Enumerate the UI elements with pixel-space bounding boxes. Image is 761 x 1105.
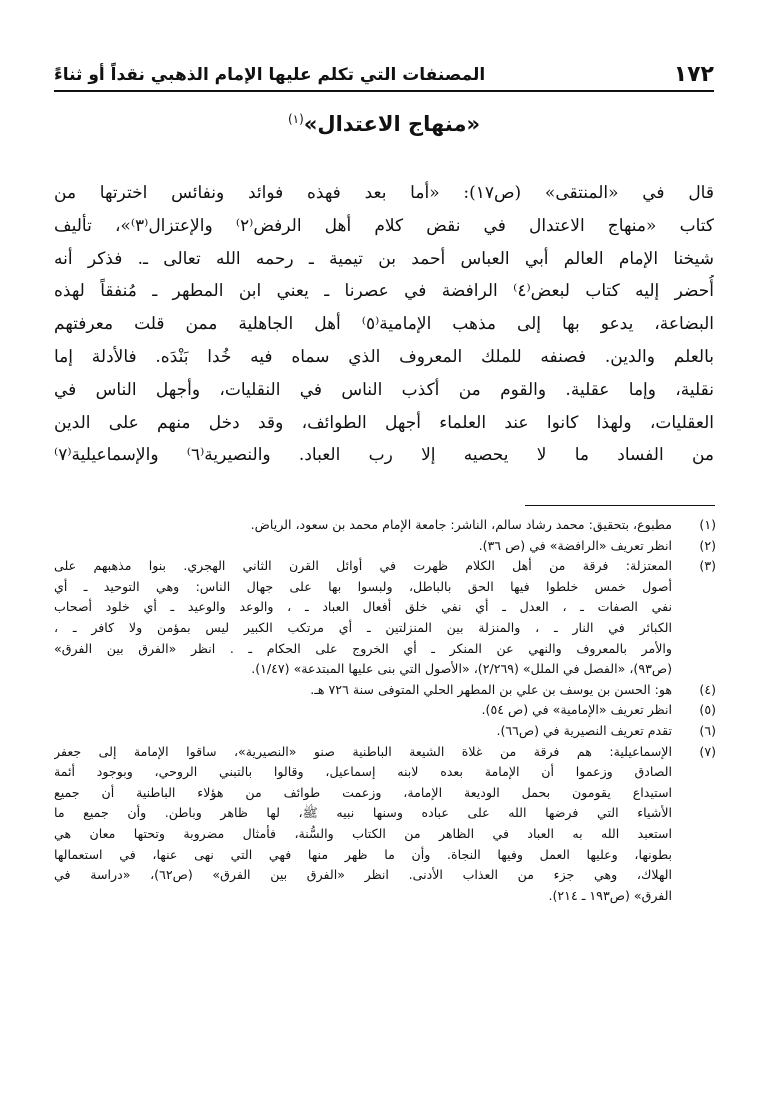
footnote-text (54, 742, 672, 907)
footnote-text (54, 721, 672, 742)
footnote-line: استعبد الله به العباد في الظاهر من الكتاب والسُّنة، فأمثال مضروبة وتحتها معان هي (54, 825, 672, 841)
footnote-line: بطونها، وعليها العمل وفيها النجاة. وأن ما ظهر منها فهي التي نهى عنها، في استعمالها (54, 846, 672, 862)
footnote-line: تقدم تعريف النصيرية في (ص٦٦). (496, 722, 672, 738)
footnote-text (54, 515, 672, 536)
footnote-text (54, 556, 672, 680)
footnote-line: الفرق» (ص١٩٣ ـ ٢١٤). (548, 887, 672, 903)
footnote-line: الصادق وزعموا أن الإمامة بعده لابنه إسماعيل، وقالوا بالتبني الروحي، وبوجود أئمة (54, 764, 672, 780)
body-line: بالعلم والدين. فصنفه للملك المعروف الذي سماه فيه خُدا بَنْدَه. فالأدلة إما (54, 346, 714, 367)
footnote-text (54, 536, 672, 557)
body-line: كتاب «منهاج الاعتدال في نقض كلام أهل الرفض⁽٢⁾ والإعتزال⁽٣⁾»، تأليف (54, 215, 714, 236)
body-line: البضاعة، يدعو بها إلى مذهب الإمامية⁽٥⁾ أهل الجاهلية ممن قلت معرفتهم (54, 314, 714, 335)
body-line: نقلية، وإما عقلية. والقوم من أكذب الناس في النقليات، وأجهل الناس في (54, 379, 714, 400)
footnote-line: الأشياء التي فرضها الله على عباده وسنها نبيه ﷺ، لها ظاهر وباطن. وأن جميع ما (54, 805, 672, 821)
section-title-text: «منهاج الاعتدال» (303, 112, 481, 136)
footnote-text (54, 700, 672, 721)
footnote-number: (٢) (699, 537, 716, 553)
footnote-line: (ص٩٣)، «الفصل في الملل» (٢/٢٦٩)، «الأصول التي بنى عليها المبتدعة» (١/٤٧). (251, 661, 672, 677)
section-title-footnote-ref: (١) (287, 112, 304, 126)
footnote-line: استيداع يقومون بحمل الوديعة الإمامة، وزعمت طوائف من هؤلاء الباطنية أن جميع (54, 784, 672, 800)
footnotes (54, 515, 716, 906)
footnote (54, 515, 716, 536)
footnote-line: مطبوع، بتحقيق: محمد رشاد سالم، الناشر: جامعة الإمام محمد بن سعود، الرياض. (250, 517, 672, 532)
footnote-number: (١) (699, 517, 716, 532)
page-number: ١٧٢ (673, 62, 714, 87)
footnote-line: والأمر بالمعروف والنهي عن المنكر ـ أي الخروج على الحكام ـ . انظر «الفرق بين الفرق» (54, 640, 672, 656)
footnote-number: (٥) (699, 702, 716, 718)
footnote (54, 536, 716, 557)
main-text (54, 177, 714, 472)
footnote-line: الكبائر في النار ـ ، والمنزلة بين المنزلتين ـ أي مرتكب الكبير ليس بمؤمن ولا كافر ـ ، (54, 619, 672, 635)
footnote-number: (٦) (699, 722, 716, 738)
footnote-line: نفي الصفات ـ ، العدل ـ أي نفي خلق أفعال العباد ـ ، والوعد والوعيد ـ أي خلود أصحاب (54, 599, 672, 615)
footnote-line: هو: الحسن بن يوسف بن علي بن المطهر الحلي المتوفى سنة ٧٢٦ هـ. (310, 681, 672, 697)
footnote (54, 556, 716, 680)
footnote-line: انظر تعريف «الرافضة» في (ص ٣٦). (478, 537, 672, 553)
footnote-line: أصول خمس خلطوا فيها الحق بالباطل، ولبسوا بها على جهال الناس: وهي التوحيد ـ أي (54, 578, 672, 594)
body-line: شيخنا الإمام العالم أبي العباس أحمد بن تيمية ـ رحمه الله تعالى ـ. فذكر أنه (54, 248, 714, 269)
footnote (54, 721, 716, 742)
page-header (54, 58, 714, 92)
body-line: من الفساد ما لا يحصيه إلا رب العباد. والنصيرية⁽٦⁾ والإسماعيلية⁽٧⁾ (54, 445, 714, 466)
body-line: أُحضر إليه كتاب لبعض⁽٤⁾ الرافضة في عصرنا ـ يعني ابن المطهر ـ مُنفقاً لهذه (54, 281, 714, 302)
body-line: العقليات، ولهذا كانوا عند العلماء أجهل الطوائف، وقد دخل منهم على الدين (54, 412, 714, 433)
footnote-separator (525, 505, 715, 506)
footnote-line: انظر تعريف «الإمامية» في (ص ٥٤). (481, 702, 672, 718)
section-title (54, 112, 714, 136)
body-line: قال في «المنتقى» (ص١٧): «أما بعد فهذه فوائد ونفائس اخترتها من (54, 183, 714, 203)
footnote-line: الإسماعيلية: هم فرقة من غلاة الشيعة الباطنية صنو «النصيرية»، ساقوا الإمامة إلى جعفر (54, 743, 672, 759)
footnote-text (54, 680, 672, 701)
footnote (54, 742, 716, 907)
footnote-number: (٤) (699, 681, 716, 697)
footnote-number: (٧) (699, 743, 716, 759)
footnote (54, 700, 716, 721)
footnote-line: الهلاك، وهي جزء من العذاب الأدنى. انظر «الفرق بين الفرق» (ص٦٢)، «دراسة في (54, 867, 672, 883)
footnote-number: (٣) (699, 558, 716, 574)
running-title: المصنفات التي تكلم عليها الإمام الذهبي نقداً أو ثناءً (54, 65, 486, 85)
footnote (54, 680, 716, 701)
footnote-line: المعتزلة: فرقة من أهل الكلام ظهرت في أوائل القرن الثاني الهجري. بنوا مذهبهم على (54, 558, 672, 574)
